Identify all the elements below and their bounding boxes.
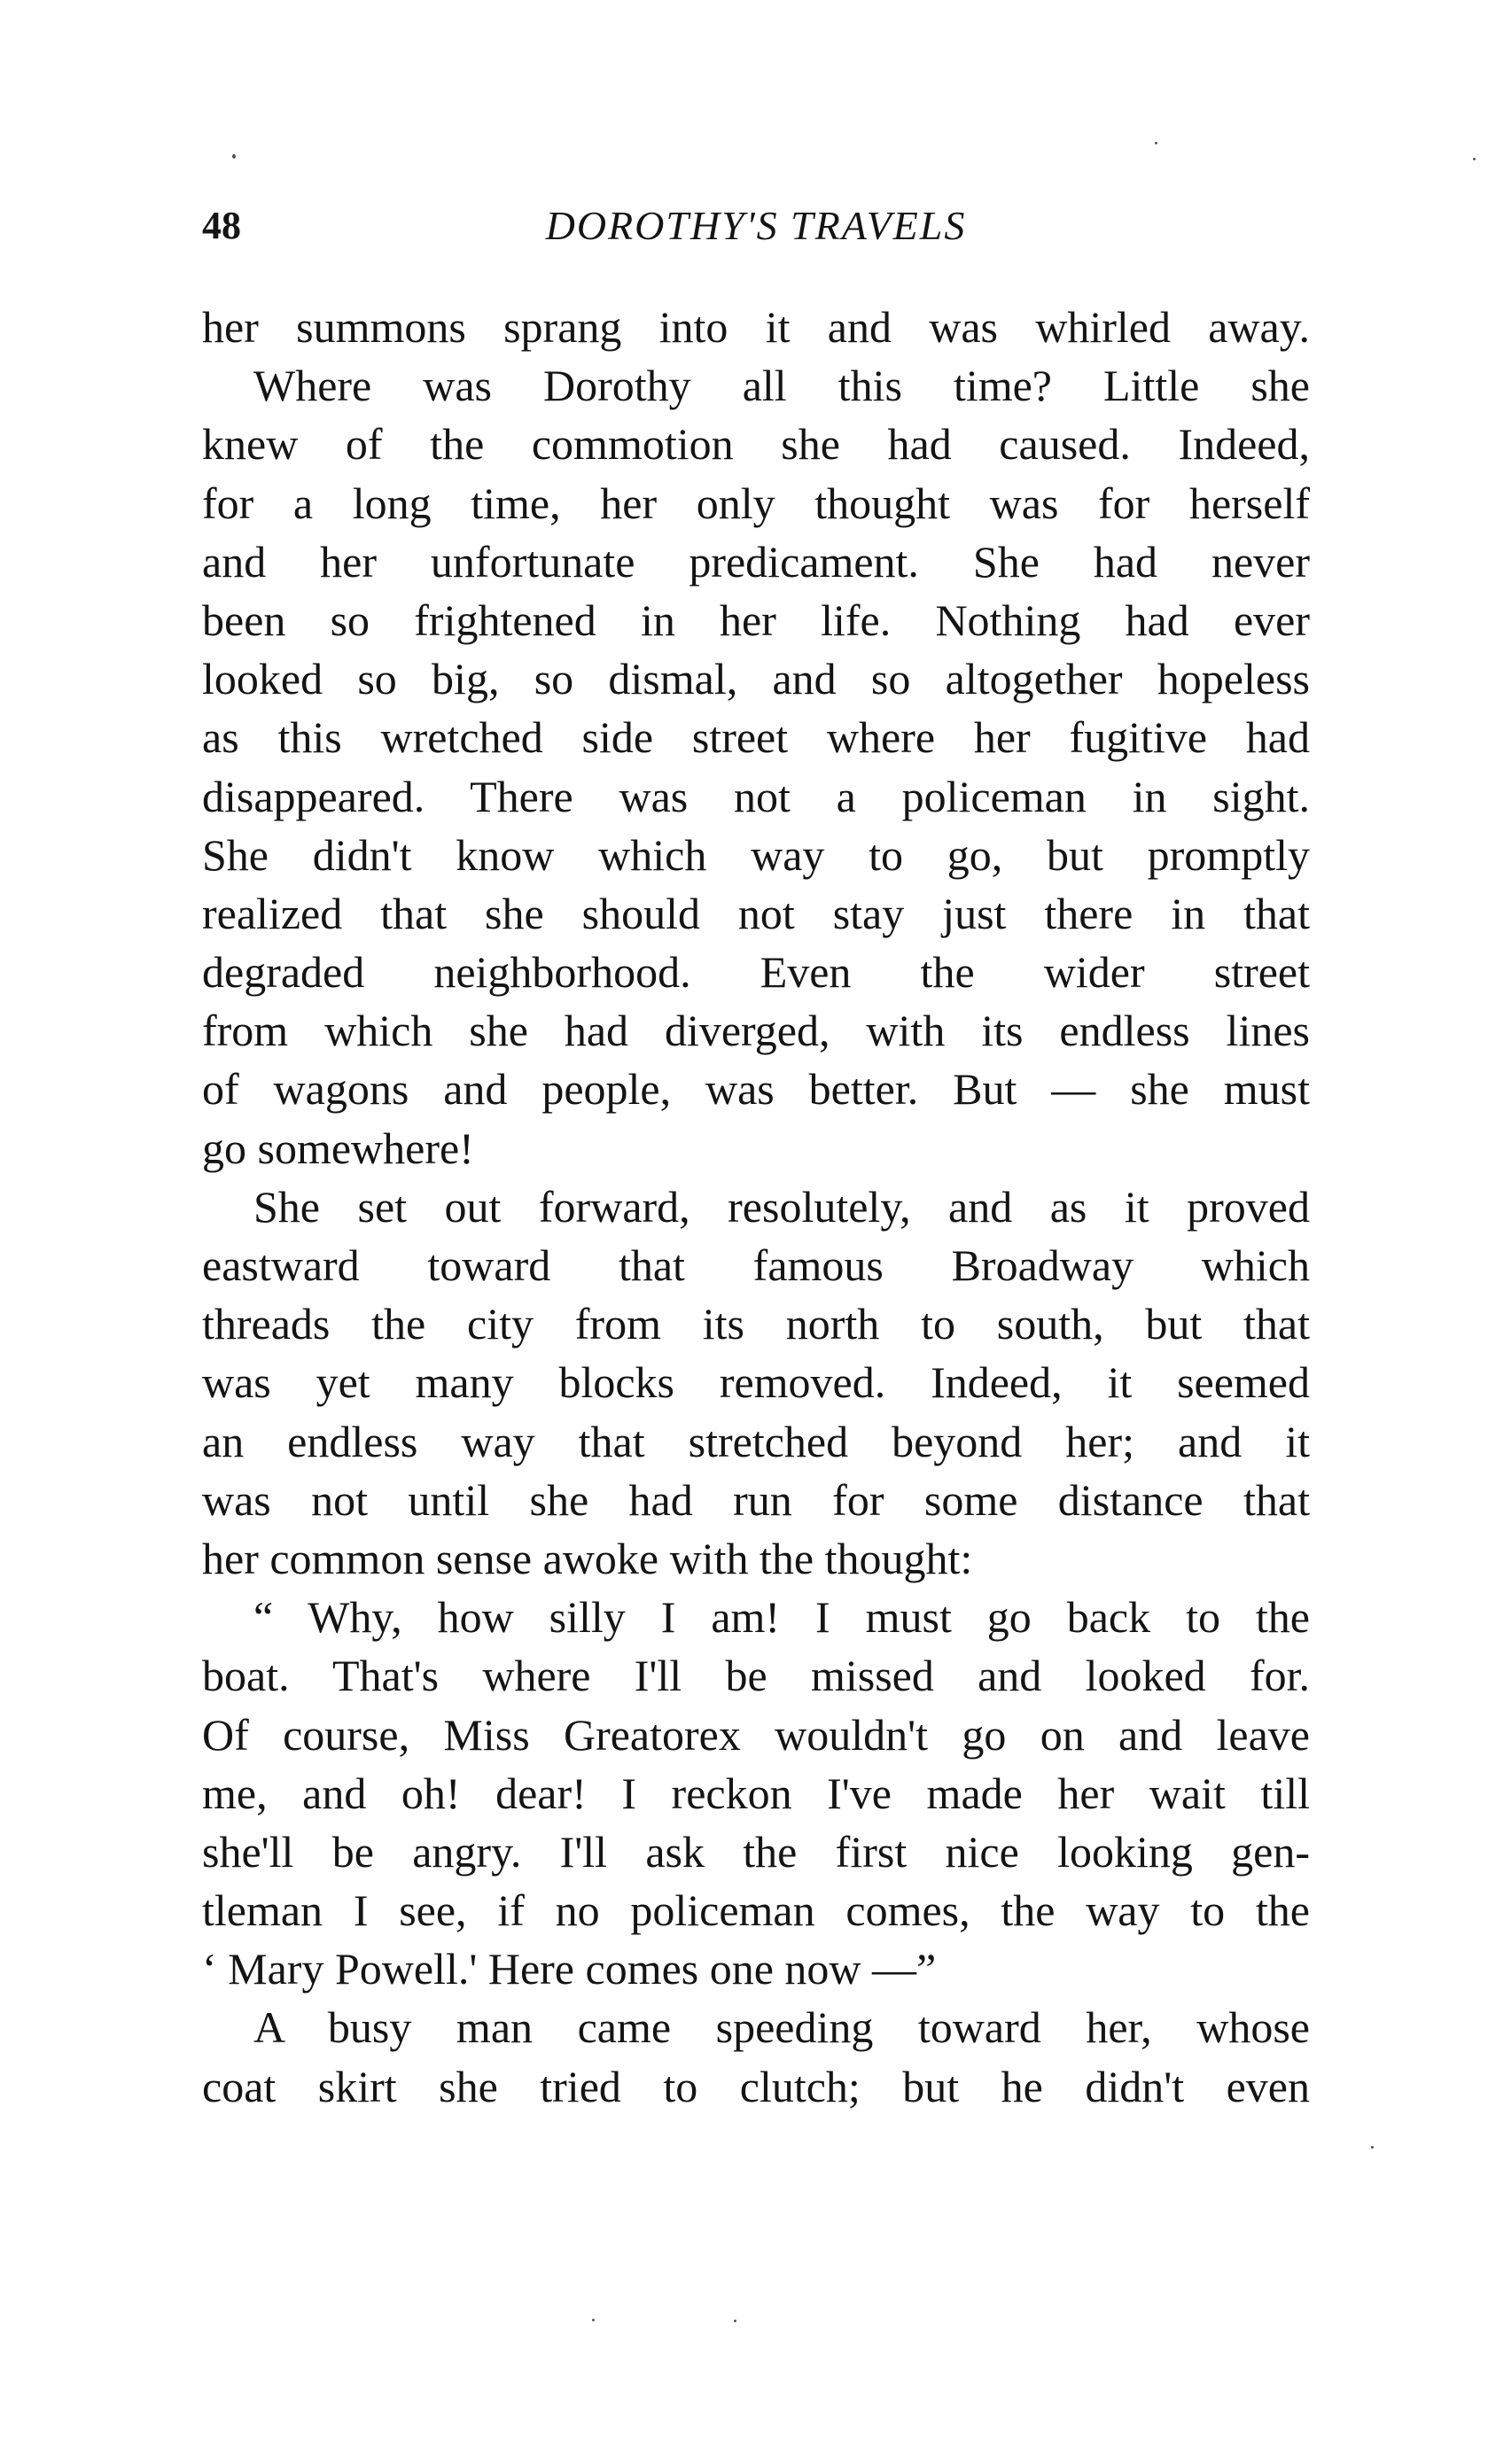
text-line: boat. That's where I'll be missed and looked for. <box>202 1651 1310 1701</box>
ink-speck <box>1473 158 1476 160</box>
text-line: coat skirt she tried to clutch; but he didn't even <box>202 2061 1310 2111</box>
text-line: from which she had diverged, with its endless lines <box>202 1006 1310 1056</box>
text-line: tleman I see, if no policeman comes, the way to the <box>202 1885 1310 1936</box>
body-text <box>202 298 1310 2116</box>
text-line: Of course, Miss Greatorex wouldn't go on and leave <box>202 1709 1310 1760</box>
text-line: ‘ Mary Powell.' Here comes one now —” <box>202 1944 937 1994</box>
ink-speck <box>592 2319 595 2321</box>
ink-speck <box>232 154 236 159</box>
text-line: degraded neighborhood. Even the wider street <box>202 947 1310 998</box>
page-number: 48 <box>202 204 241 247</box>
text-line: She didn't know which way to go, but promptly <box>202 829 1310 880</box>
text-line: knew of the commotion she had caused. Indeed, <box>202 419 1310 470</box>
text-line: disappeared. There was not a policeman in sight. <box>202 771 1310 821</box>
text-line: and her unfortunate predicament. She had never <box>202 536 1310 587</box>
text-line: her common sense awoke with the thought: <box>202 1533 973 1583</box>
text-line: been so frightened in her life. Nothing had ever <box>202 595 1310 645</box>
text-line: A busy man came speeding toward her, whose <box>253 2002 1310 2053</box>
text-line: “ Why, how silly I am! I must go back to the <box>253 1592 1310 1643</box>
text-line: she'll be angry. I'll ask the first nice looking gen- <box>202 1826 1310 1877</box>
text-line: looked so big, so dismal, and so altogether hopeless <box>202 654 1310 704</box>
text-line: of wagons and people, was better. But — she must <box>202 1064 1310 1115</box>
text-line: was not until she had run for some distance that <box>202 1474 1310 1525</box>
text-line: go somewhere! <box>202 1123 474 1173</box>
text-line: an endless way that stretched beyond her; and it <box>202 1416 1310 1466</box>
text-line: as this wretched side street where her fugitive had <box>202 712 1310 763</box>
text-line: Where was Dorothy all this time? Little she <box>253 361 1310 411</box>
text-line: was yet many blocks removed. Indeed, it seemed <box>202 1357 1310 1408</box>
page-header <box>202 195 1310 257</box>
ink-speck <box>1155 142 1157 144</box>
ink-speck <box>734 2320 736 2322</box>
text-line: for a long time, her only thought was for herself <box>202 478 1310 528</box>
text-line: eastward toward that famous Broadway which <box>202 1240 1310 1290</box>
text-line: threads the city from its north to south, but that <box>202 1299 1310 1349</box>
ink-speck <box>1371 2146 1374 2149</box>
text-line: realized that she should not stay just there in that <box>202 888 1310 938</box>
text-line: She set out forward, resolutely, and as it proved <box>253 1181 1310 1232</box>
running-title: DOROTHY'S TRAVELS <box>545 203 967 248</box>
text-line: me, and oh! dear! I reckon I've made her wait till <box>202 1768 1310 1818</box>
text-line: her summons sprang into it and was whirled away. <box>202 302 1310 352</box>
